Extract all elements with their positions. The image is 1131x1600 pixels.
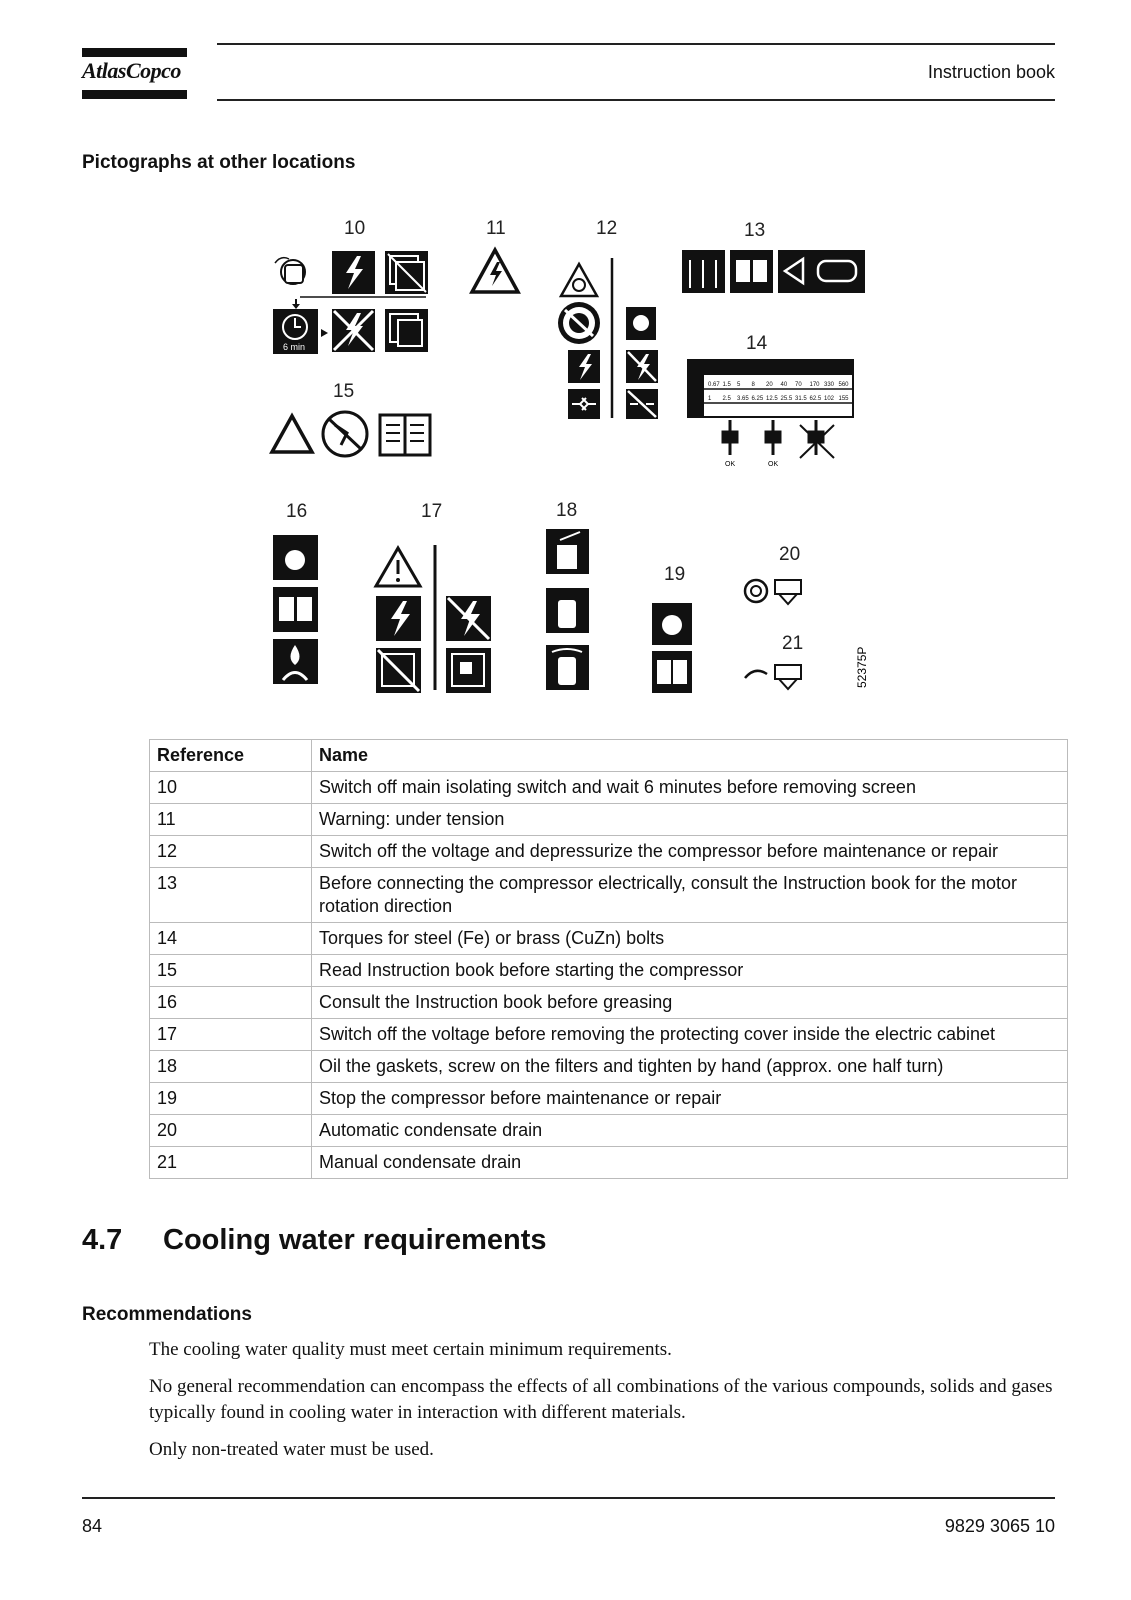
- reference-cell: 10: [150, 772, 312, 804]
- pictograph-label-16: 16: [286, 501, 308, 522]
- reference-cell: 21: [150, 1147, 312, 1179]
- torque-value: 1: [708, 396, 712, 402]
- table-header-row: [150, 740, 1068, 772]
- footer-rule: [82, 1497, 1055, 1499]
- table-row: [150, 868, 1068, 923]
- warning-triangle-icon: [272, 416, 312, 452]
- table-row: [150, 804, 1068, 836]
- torque-value: 20: [766, 382, 773, 388]
- name-cell: Warning: under tension: [312, 804, 1068, 836]
- pictograph-label-11: 11: [486, 218, 506, 239]
- torque-value: 62.5: [809, 396, 822, 402]
- svg-text:OK: OK: [768, 461, 779, 468]
- torque-value: 1.5: [722, 382, 731, 388]
- bolt-ok-icon-2: [766, 420, 780, 455]
- name-cell: Switch off the voltage and depressurize the compressor before maintenance or repair: [312, 836, 1068, 868]
- torque-value: 2.5: [722, 396, 731, 402]
- name-cell: Automatic condensate drain: [312, 1115, 1068, 1147]
- timer-icon: [273, 309, 318, 354]
- page-number: 84: [82, 1516, 103, 1536]
- reference-cell: 16: [150, 987, 312, 1019]
- pictograph-18: [546, 529, 589, 690]
- torque-value: 102: [824, 396, 835, 402]
- pictograph-label-17: 17: [421, 501, 443, 522]
- pictograph-label-19: 19: [664, 564, 686, 585]
- hand-switch-icon: [275, 258, 305, 284]
- open-book-icon: [380, 415, 430, 455]
- pictograph-10: [273, 251, 428, 354]
- reference-cell: 19: [150, 1083, 312, 1115]
- reference-cell: 20: [150, 1115, 312, 1147]
- torque-value: 5: [737, 382, 741, 388]
- table-row: [150, 1115, 1068, 1147]
- column-header-name: Name: [312, 740, 1068, 772]
- table-row: [150, 955, 1068, 987]
- name-cell: Oil the gaskets, screw on the filters and tighten by hand (approx. one half turn): [312, 1051, 1068, 1083]
- torque-value: 0.67: [708, 382, 720, 388]
- pictograph-label-15: 15: [333, 381, 355, 402]
- name-cell: Before connecting the compressor electrically, consult the Instruction book for the motor rotation direction: [312, 868, 1068, 923]
- column-header-reference: Reference: [150, 740, 312, 772]
- name-cell: Switch off main isolating switch and wait 6 minutes before removing screen: [312, 772, 1068, 804]
- reference-cell: 18: [150, 1051, 312, 1083]
- pictograph-label-13: 13: [744, 220, 766, 241]
- bolt-not-ok-icon: [800, 420, 834, 458]
- pictograph-15: [272, 412, 430, 456]
- torque-value: 3.65: [737, 396, 749, 402]
- document-number: 9829 3065 10: [944, 1516, 1055, 1536]
- svg-text:OK: OK: [725, 461, 736, 468]
- torque-value: 8: [751, 382, 755, 388]
- pictographs-figure: [0, 0, 1131, 710]
- svg-text:6 min: 6 min: [283, 342, 306, 352]
- paragraph-2: No general recommendation can encompass the effects of all combinations of the various compounds, solids and gases typically found in cooling water in interaction with different materials.: [149, 1376, 1053, 1423]
- torque-value: 25.5: [780, 396, 793, 402]
- reference-cell: 13: [150, 868, 312, 923]
- table-row: [150, 1019, 1068, 1051]
- section-title: Cooling water requirements: [163, 1224, 547, 1256]
- pictograph-label-21: 21: [782, 633, 804, 654]
- table-row: [150, 923, 1068, 955]
- reference-table: [149, 739, 1068, 1179]
- reference-cell: 11: [150, 804, 312, 836]
- atlas-copco-logo: AtlasCopco: [82, 58, 181, 83]
- section-number: 4.7: [82, 1224, 123, 1256]
- pictograph-label-12: 12: [596, 218, 618, 239]
- table-row: [150, 987, 1068, 1019]
- table-row: [150, 772, 1068, 804]
- reference-cell: 17: [150, 1019, 312, 1051]
- pictograph-19: [652, 603, 692, 693]
- reference-cell: 15: [150, 955, 312, 987]
- name-cell: Switch off the voltage before removing the protecting cover inside the electric cabinet: [312, 1019, 1068, 1051]
- name-cell: Torques for steel (Fe) or brass (CuZn) bolts: [312, 923, 1068, 955]
- manual-drain-icon: [745, 665, 801, 689]
- name-cell: Consult the Instruction book before greasing: [312, 987, 1068, 1019]
- pictograph-label-14: 14: [746, 333, 768, 354]
- table-row: [150, 1051, 1068, 1083]
- figure-heading: Pictographs at other locations: [82, 152, 356, 173]
- reference-cell: 12: [150, 836, 312, 868]
- name-cell: Manual condensate drain: [312, 1147, 1068, 1179]
- torque-value: 31.5: [795, 396, 807, 402]
- pictograph-label-18: 18: [556, 500, 578, 521]
- torque-value: 40: [780, 382, 788, 388]
- rotation-direction-icon: [778, 250, 865, 293]
- name-cell: Read Instruction book before starting the compressor: [312, 955, 1068, 987]
- torque-value: 155: [838, 396, 849, 402]
- name-cell: Stop the compressor before maintenance or repair: [312, 1083, 1068, 1115]
- torque-value: 170: [809, 382, 820, 388]
- torque-value: 12.5: [766, 396, 778, 402]
- paragraph-3: Only non-treated water must be used.: [149, 1439, 434, 1460]
- subheading-recommendations: Recommendations: [82, 1304, 252, 1325]
- pictograph-16: [273, 535, 318, 684]
- figure-code: 52375P: [855, 646, 869, 688]
- torque-value: 6.25: [751, 396, 764, 402]
- torque-table-icon: [688, 360, 853, 468]
- table-row: [150, 836, 1068, 868]
- torque-value: 70: [795, 382, 802, 388]
- reference-cell: 14: [150, 923, 312, 955]
- torque-value: 560: [838, 382, 849, 388]
- pictograph-13: [682, 250, 865, 293]
- pictograph-label-20: 20: [779, 544, 801, 565]
- table-row: [150, 1083, 1068, 1115]
- table-row: [150, 1147, 1068, 1179]
- pictograph-label-10: 10: [344, 218, 366, 239]
- automatic-drain-icon: [745, 580, 801, 604]
- bolt-ok-icon-1: [723, 420, 737, 455]
- torque-value: 330: [824, 382, 835, 388]
- pictograph-12: [558, 258, 658, 419]
- pictograph-17: [376, 545, 491, 693]
- document-title: Instruction book: [927, 62, 1055, 82]
- warning-under-tension-icon: [472, 250, 518, 292]
- paragraph-1: The cooling water quality must meet certain minimum requirements.: [149, 1339, 672, 1360]
